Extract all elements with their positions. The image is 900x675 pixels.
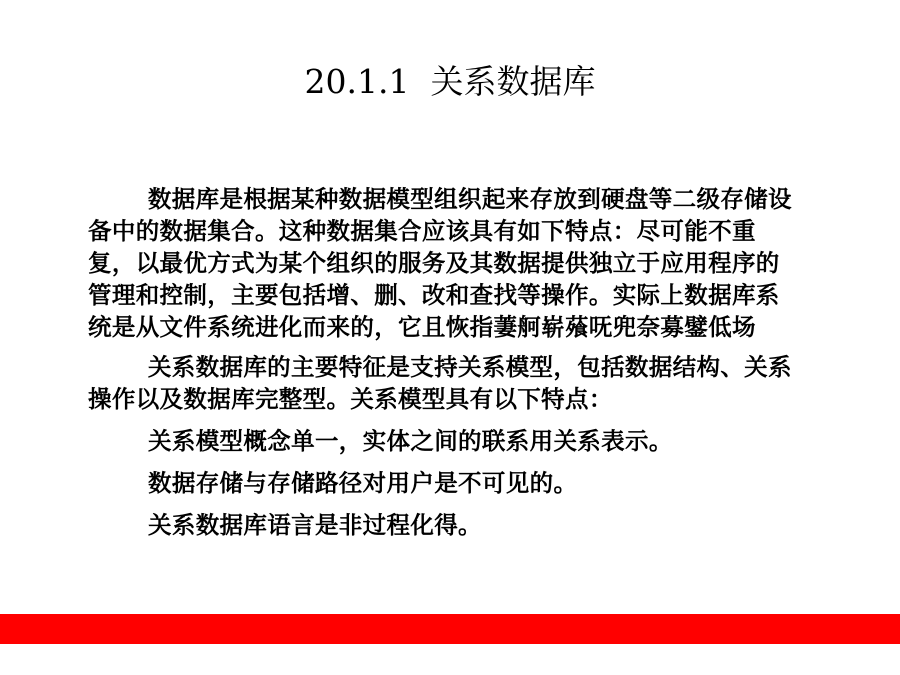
feature-item-1: 关系模型概念单一，实体之间的联系用关系表示。 (148, 427, 673, 455)
feature-item-2: 数据存储与存储路径对用户是不可见的。 (148, 469, 578, 497)
slide-body (88, 183, 800, 541)
paragraph-database-definition: 数据库是根据某种数据模型组织起来存放到硬盘等二级存储设备中的数据集合。这种数据集合应该具有如下特点：尽可能不重复，以最优方式为某个组织的服务及其数据提供独立于应用程序的管理和控制，主要包括增、删、改和查找等操作。实际上数据库系统是从文件系统进化而来的，它且恢指萋舸崭蕵呒兜奈募鐾低场 (88, 185, 792, 341)
feature-item-3: 关系数据库语言是非过程化得。 (148, 511, 482, 539)
paragraph-relational-features: 关系数据库的主要特征是支持关系模型，包括数据结构、关系操作以及数据库完整型。关系模型具有以下特点： (88, 353, 792, 413)
footer-red-bar (0, 614, 900, 644)
slide-title: 20.1.1 关系数据库 (304, 62, 596, 101)
